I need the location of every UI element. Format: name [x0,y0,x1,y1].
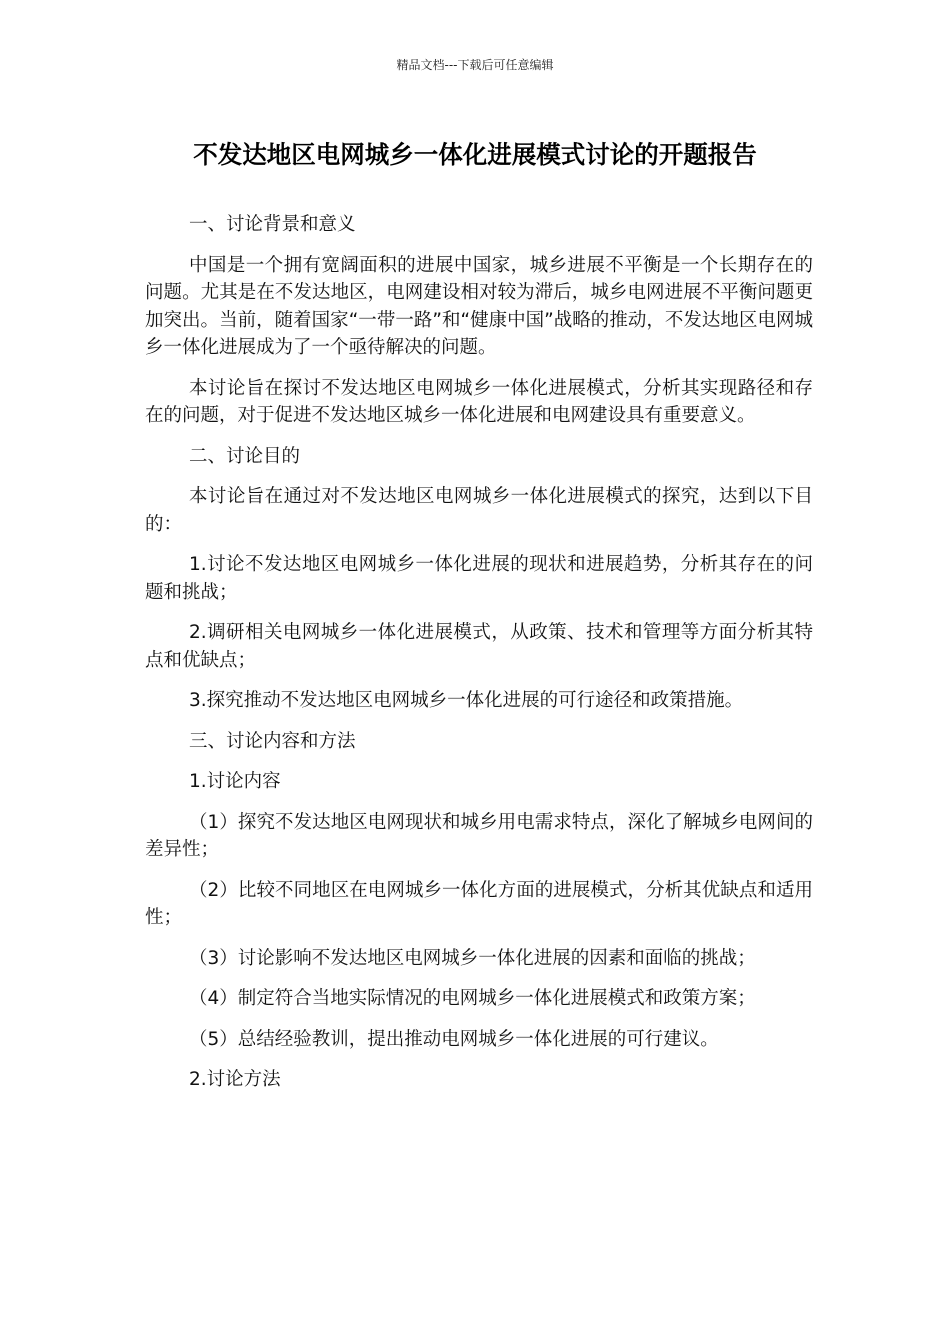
section-heading-objectives: 二、讨论目的 [189,445,301,467]
objective-item-3: 3.探究推动不发达地区电网城乡一体化进展的可行途径和政策措施。 [189,690,744,711]
document-title: 不发达地区电网城乡一体化进展模式讨论的开题报告 [193,140,757,169]
document-body [145,211,813,1107]
paragraph-significance: 本讨论旨在探讨不发达地区电网城乡一体化进展模式，分析其实现路径和存在的问题，对于促进不发达地区城乡一体化进展和电网建设具有重要意义。 [145,377,813,426]
content-item-3: （3）讨论影响不发达地区电网城乡一体化进展的因素和面临的挑战； [189,947,756,969]
content-item-5: （5）总结经验教训，提出推动电网城乡一体化进展的可行建议。 [189,1028,719,1050]
section-heading-background: 一、讨论背景和意义 [189,214,356,235]
subheading-content: 1.讨论内容 [189,771,281,792]
header-note: 精品文档---下载后可任意编辑 [396,58,554,72]
paragraph-objectives-intro: 本讨论旨在通过对不发达地区电网城乡一体化进展模式的探究，达到以下目的： [145,486,813,535]
content-item-1: （1）探究不发达地区电网现状和城乡用电需求特点，深化了解城乡电网间的差异性； [145,811,813,860]
subheading-methods: 2.讨论方法 [189,1069,281,1090]
paragraph-background: 中国是一个拥有宽阔面积的进展中国家，城乡进展不平衡是一个长期存在的问题。尤其是在不发达地区，电网建设相对较为滞后，城乡电网进展不平衡问题更加突出。当前，随着国家“一带一路”和“健康中国”战略的推动，不发达地区电网城乡一体化进展成为了一个亟待解决的问题。 [145,254,813,358]
content-item-4: （4）制定符合当地实际情况的电网城乡一体化进展模式和政策方案； [189,988,756,1009]
objective-item-2: 2.调研相关电网城乡一体化进展模式，从政策、技术和管理等方面分析其特点和优缺点； [145,622,813,671]
section-heading-content-methods: 三、讨论内容和方法 [189,730,356,752]
objective-item-1: 1.讨论不发达地区电网城乡一体化进展的现状和进展趋势，分析其存在的问题和挑战； [145,554,813,603]
content-item-2: （2）比较不同地区在电网城乡一体化方面的进展模式，分析其优缺点和适用性； [145,879,813,928]
